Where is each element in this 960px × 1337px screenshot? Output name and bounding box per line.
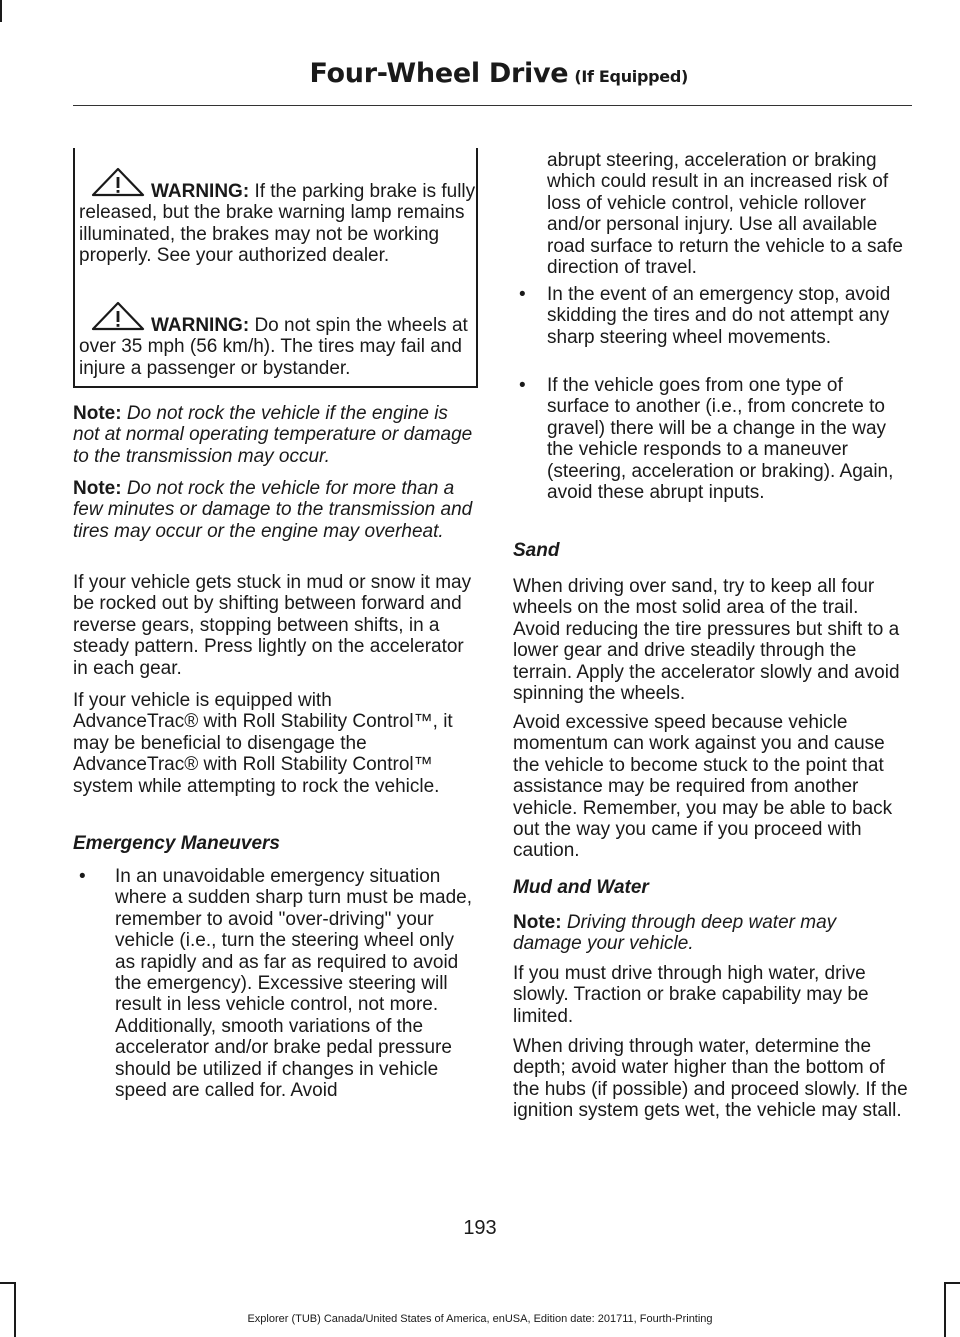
paragraph-sand-2: Avoid excessive speed because vehicle momentum can work against you and cause the vehicle to become stuck to the point that assistance may be required from another vehicle. Remember, you may be able to back out the way you came if you proceed with caution. <box>513 712 893 862</box>
page-number: 193 <box>463 1217 497 1239</box>
warning-1-label: WARNING: <box>151 181 250 202</box>
paragraph-advancetrac: If your vehicle is equipped with AdvanceTrac® with Roll Stability Control™, it may be beneficial to disengage the AdvanceTrac® with Roll Stability Control™ system while attempting to rock the vehicle. <box>73 690 453 797</box>
bullet-dot: • <box>519 284 526 305</box>
note-2: Note: Do not rock the vehicle for more than a few minutes or damage to the transmission and tires may occur or the engine may overheat. <box>73 478 473 542</box>
bullet-continuation: abrupt steering, acceleration or braking which could result in an increased risk of loss of vehicle control, vehicle rollover and/or personal injury. Use all available road surface to return the vehicle to a safe direction of travel. <box>547 150 903 279</box>
bullet-text: In an unavoidable emergency situation where a sudden sharp turn must be made, remember to avoid "over-driving" your vehicle (i.e., turn the steering wheel only as rapidly and as far as required to avoid the emergency). Excessive steering will result in less vehicle control, not more. Additionally, smooth variations of the accelerator and/or brake pedal pressure should be utilized if changes in vehicle speed are called for. Avoid <box>115 866 472 1102</box>
warning-1-text: If the parking brake is fully released, but the brake warning lamp remains illuminated, the brakes may not be working properly. See your authorized dealer. <box>79 181 476 267</box>
paragraph-sand-1: When driving over sand, try to keep all four wheels on the most solid area of the trail. Avoid reducing the tire pressures but shift to a lower gear and drive steadily through the terrain. Apply the accelerator slowly and avoid spinning the wheels. <box>513 576 900 705</box>
warning-triangle-icon <box>89 167 147 197</box>
page-header <box>310 58 689 89</box>
warning-2 <box>79 315 479 379</box>
footer-edition: Explorer (TUB) Canada/United States of America, enUSA, Edition date: 201711, Fourth-Printing <box>247 1313 713 1325</box>
bullet-text: If the vehicle goes from one type of surface to another (i.e., from concrete to gravel) there will be a change in the way the vehicle responds to a maneuver (steering, acceleration or braking). Again, avoid these abrupt inputs. <box>547 375 894 504</box>
bullet-item <box>513 375 909 503</box>
header-subtitle: (If Equipped) <box>574 67 688 86</box>
bullet-text: In the event of an emergency stop, avoid skidding the tires and do not attempt any sharp steering wheel movements. <box>547 284 891 348</box>
bullet-dot: • <box>519 375 526 396</box>
paragraph-mud-2: When driving through water, determine the depth; avoid water higher than the bottom of the hubs (if possible) and proceed slowly. If the ignition system gets wet, the vehicle may stall. <box>513 1036 908 1122</box>
warning-2-text: Do not spin the wheels at over 35 mph (56 km/h). The tires may fail and injure a passenger or bystander. <box>79 315 468 379</box>
header-title: Four-Wheel Drive <box>309 58 569 89</box>
note-1: Note: Do not rock the vehicle if the engine is not at normal operating temperature or damage to the transmission may occur. <box>73 403 473 467</box>
warning-box <box>73 148 478 388</box>
crop-mark-bottom-right-h <box>944 1282 960 1284</box>
crop-mark-top-left <box>0 0 2 22</box>
crop-mark-bottom-left-h <box>0 1282 16 1284</box>
heading-mud-and-water: Mud and Water <box>513 877 649 898</box>
paragraph-stuck: If your vehicle gets stuck in mud or snow it may be rocked out by shifting between forward and reverse gears, stopping between shifts, in a steady pattern. Press lightly on the accelerator in each gear. <box>73 572 472 679</box>
warning-2-label: WARNING: <box>151 315 250 336</box>
bullet-dot: • <box>79 866 86 887</box>
header-rule <box>73 105 912 106</box>
paragraph-mud-1: If you must drive through high water, drive slowly. Traction or brake capability may be limited. <box>513 963 869 1027</box>
crop-mark-bottom-right <box>944 1282 946 1337</box>
crop-mark-bottom-left <box>14 1282 16 1337</box>
heading-sand: Sand <box>513 540 560 561</box>
bullet-item <box>513 284 909 348</box>
note-3: Note: Driving through deep water may damage your vehicle. <box>513 912 837 955</box>
heading-emergency-maneuvers: Emergency Maneuvers <box>73 833 280 854</box>
warning-1 <box>79 181 479 267</box>
warning-triangle-icon <box>89 301 147 331</box>
bullet-item <box>73 866 477 1101</box>
